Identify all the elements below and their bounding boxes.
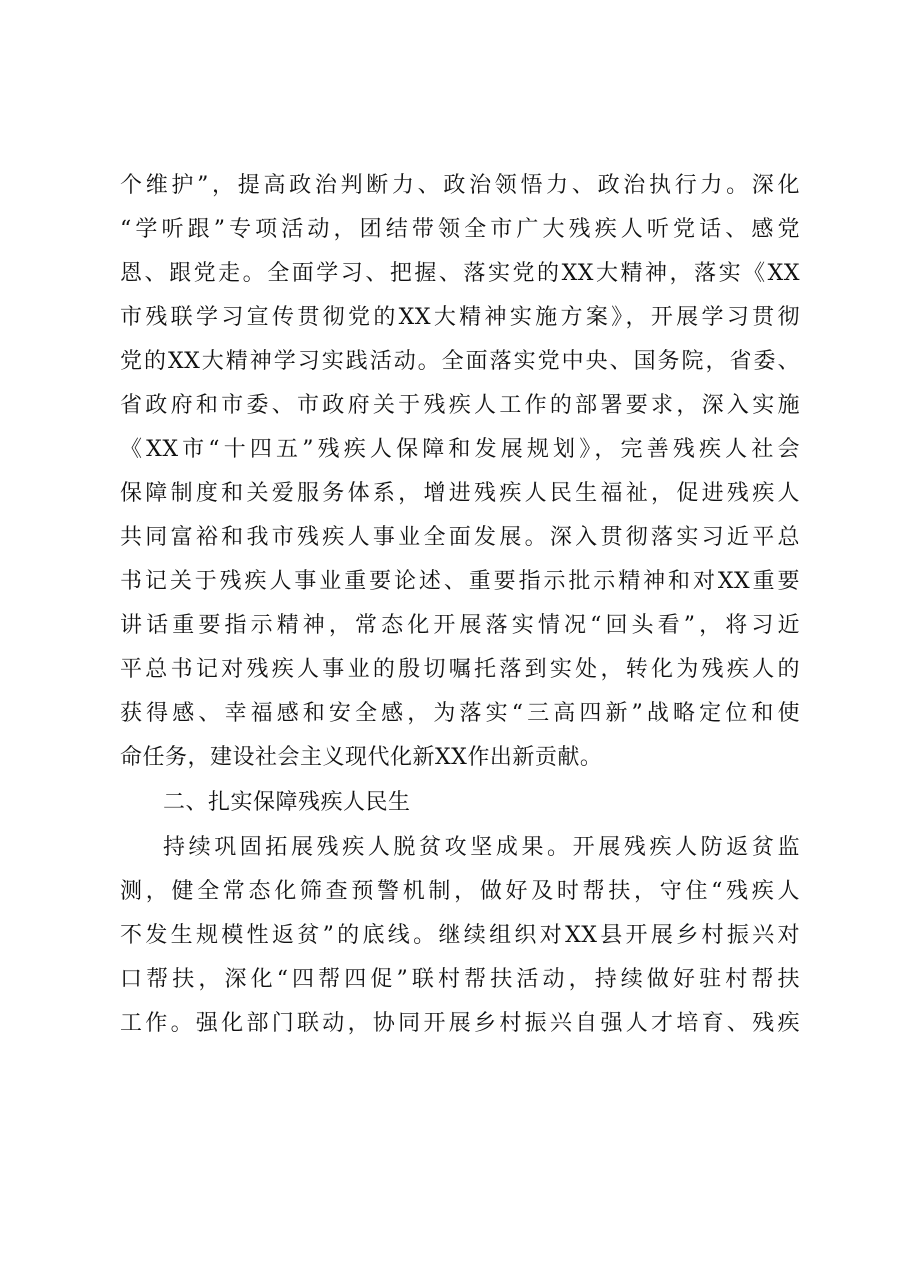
body-text-line: 不发生规模性返贫”的底线。继续组织对XX县开展乡村振兴对 [120,923,800,948]
body-text-line: 口帮扶，深化“四帮四促”联村帮扶活动，持续做好驻村帮扶 [120,967,800,992]
section-heading: 二、扎实保障残疾人民生 [163,790,411,815]
paragraph-first-line: 持续巩固拓展残疾人脱贫攻坚成果。开展残疾人防返贫监 [163,835,800,860]
body-text-line: 恩、跟党走。全面学习、把握、落实党的XX大精神，落实《XX [120,261,800,286]
body-text-line: 获得感、幸福感和安全感，为落实“三高四新”战略定位和使 [120,701,800,726]
body-text-line: 市残联学习宣传贯彻党的XX大精神实施方案》，开展学习贯彻 [120,305,800,330]
body-text-line: 保障制度和关爱服务体系，增进残疾人民生福祉，促进残疾人 [120,481,800,506]
body-text-line: 《XX市“十四五”残疾人保障和发展规划》，完善残疾人社会 [120,437,800,462]
body-text-line: 共同富裕和我市残疾人事业全面发展。深入贯彻落实习近平总 [120,525,800,550]
body-text-line: 测，健全常态化筛查预警机制，做好及时帮扶，守住“残疾人 [120,879,800,904]
body-text-line: 平总书记对残疾人事业的殷切嘱托落到实处，转化为残疾人的 [120,657,800,682]
body-text-line: 省政府和市委、市政府关于残疾人工作的部署要求，深入实施 [120,393,800,418]
body-text-line: 命任务，建设社会主义现代化新XX作出新贡献。 [120,745,603,770]
body-text-line: “学听跟”专项活动，团结带领全市广大残疾人听党话、感党 [120,217,800,242]
body-text-line: 党的XX大精神学习实践活动。全面落实党中央、国务院，省委、 [120,349,800,374]
body-text-line: 讲话重要指示精神，常态化开展落实情况“回头看”，将习近 [120,613,800,638]
body-text-line: 书记关于残疾人事业重要论述、重要指示批示精神和对XX重要 [120,569,800,594]
body-text-line: 个维护”，提高政治判断力、政治领悟力、政治执行力。深化 [120,173,800,198]
body-text-line: 工作。强化部门联动，协同开展乡村振兴自强人才培育、残疾 [120,1011,800,1036]
